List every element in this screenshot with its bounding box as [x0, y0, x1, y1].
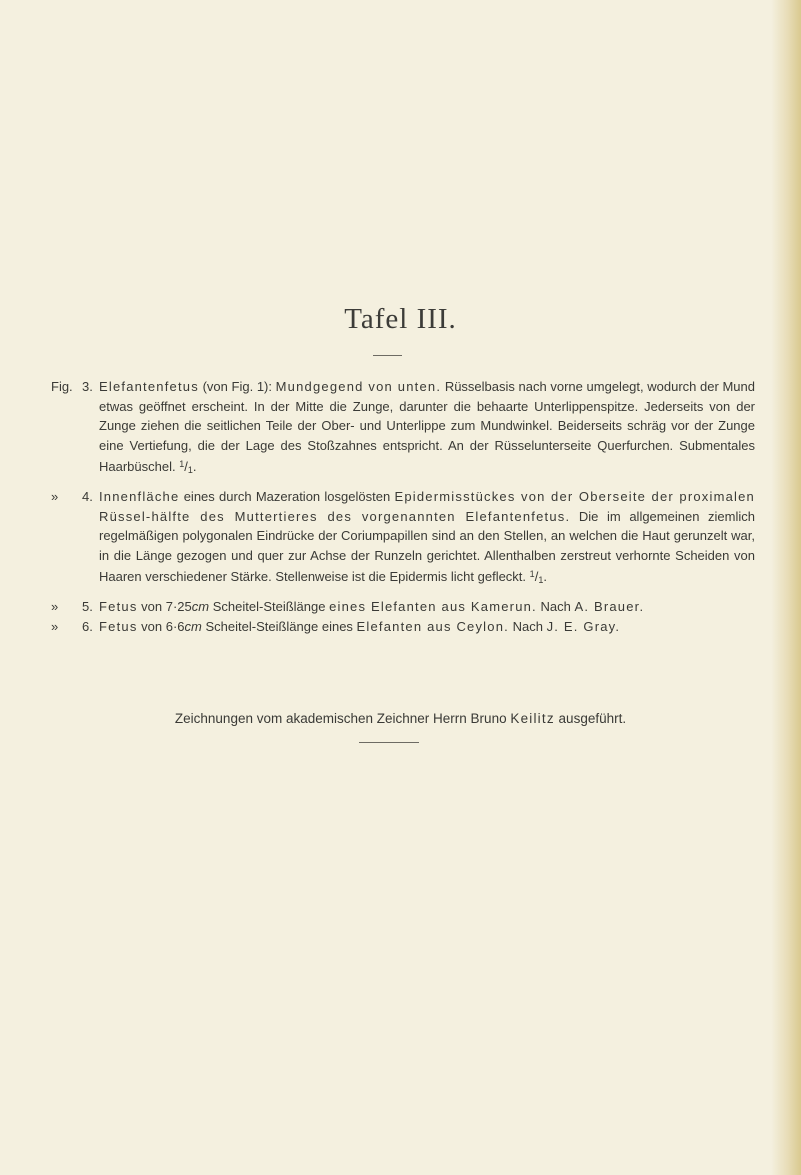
fig-description: Fetus von 7·25cm Scheitel-Steißlänge eines Elefanten aus Kamerun. Nach A. Brauer. — [99, 598, 645, 614]
scale-fraction: $^1/_1$ — [179, 459, 193, 476]
fig-description: Innenfläche eines durch Mazeration losgelösten Epidermisstückes von der Oberseite der proximalen Rüssel-hälfte des Muttertieres des vorgenannten Elefantenfetus. Die im allgemeinen ziemlich regelmäßigen polygonalen Eindrücke der Coriumpapillen sind an den Stellen, an welchen die Haut gerunzelt war, in die Länge gezogen und quer zur Achse der Runzeln gerichtet. Allenthalben zerstreut verhornte Scheiden von Haaren verschiedener Stärke. Stellenweise ist die Epidermis licht gefleckt. $^1/_1$. — [99, 488, 755, 586]
fig-author: A. Brauer. — [574, 598, 645, 614]
fig-subject: Fetus — [99, 598, 138, 614]
fig-text: eines durch Mazeration losgelösten — [183, 488, 391, 504]
fig-number: 4. — [82, 488, 93, 504]
fig-origin: eines Elefanten aus Kamerun. — [329, 598, 537, 614]
ditto-mark: » — [51, 488, 59, 504]
fig-unit: cm — [184, 618, 202, 634]
fig-description: Elefantenfetus (von Fig. 1): Mundgegend von unten. Rüsselbasis nach vorne umgelegt, wodurch der Mund etwas geöffnet erscheint. In der Mitte die Zunge, darunter die behaarte Unterlippenspitze. Jederseits von der Zunge ziehen die seitlichen Teile der Ober- und Unterlippe zum Mundwinkel. Beiderseits schräg vor der Zunge eine Vertiefung, die der Lage des Stoßzahnes entspricht. An der Rüsselunterseite Querfurchen. Submentales Haarbüschel. $^1/_1$. — [99, 379, 755, 476]
fig-subject: Fetus — [99, 618, 138, 634]
figure-entry-3 — [51, 377, 755, 481]
fig-label: Fig. — [51, 379, 73, 394]
fig-measure: 6·6 — [165, 618, 185, 634]
fig-number: 5. — [82, 598, 93, 614]
illustration-credit: Zeichnungen vom akademischen Zeichner Herrn Bruno Keilitz ausgeführt. — [174, 711, 627, 726]
figure-entry-5 — [51, 597, 755, 617]
fig-unit: cm — [191, 598, 210, 614]
fig-author: J. E. Gray. — [546, 618, 621, 634]
page-edge-discoloration — [771, 0, 801, 1175]
fig-specimen: Epidermisstückes von der Oberseite der proximalen Rüssel-hälfte des Muttertieres des vorgenannten Elefantenfetus. — [99, 488, 755, 524]
fig-subject: Innenfläche — [99, 488, 180, 504]
fig-text: Die im allgemeinen ziemlich regelmäßigen polygonalen Eindrücke der Coriumpapillen sind an den Stellen, an welchen die Haut gerunzelt war, in die Länge gezogen und quer zur Achse der Runzeln gerichtet. Allenthalben zerstreut verhornte Scheiden von Haaren verschiedener Stärke. Stellenweise ist die Epidermis licht gefleckt. — [99, 508, 755, 585]
fig-origin: Elefanten aus Ceylon. — [356, 618, 509, 634]
fig-number: 6. — [82, 618, 93, 634]
illustrator-name: Keilitz — [510, 711, 555, 726]
figure-entry-4 — [51, 487, 755, 591]
fig-view: Mundgegend von unten. — [275, 379, 442, 394]
fig-text: Rüsselbasis nach vorne umgelegt, wodurch der Mund etwas geöffnet erscheint. In der Mitte die Zunge, darunter die behaarte Unterlippenspitze. Jederseits von der Zunge ziehen die seitlichen Teile der Ober- und Unterlippe zum Mundwinkel. Beiderseits schräg vor der Zunge eine Vertiefung, die der Lage des Stoßzahnes entspricht. An der Rüsselunterseite Querfurchen. Submentales Haarbüschel. — [99, 379, 755, 475]
scale-fraction: $^1/_1$ — [529, 569, 544, 586]
ditto-mark: » — [51, 598, 59, 614]
figure-entry-6 — [51, 617, 755, 637]
fig-measure: 7·25 — [165, 598, 192, 614]
fig-description: Fetus von 6·6cm Scheitel-Steißlänge eines Elefanten aus Ceylon. Nach J. E. Gray. — [99, 618, 621, 634]
bottom-divider — [359, 742, 419, 743]
fig-number: 3. — [82, 379, 93, 394]
figure-legend — [51, 377, 755, 636]
title-divider — [373, 355, 402, 356]
fig-subject: Elefantenfetus — [99, 379, 199, 394]
fig-reference: (von Fig. 1): — [202, 379, 272, 394]
plate-title: Tafel III. — [344, 303, 457, 335]
ditto-mark: » — [51, 618, 59, 634]
